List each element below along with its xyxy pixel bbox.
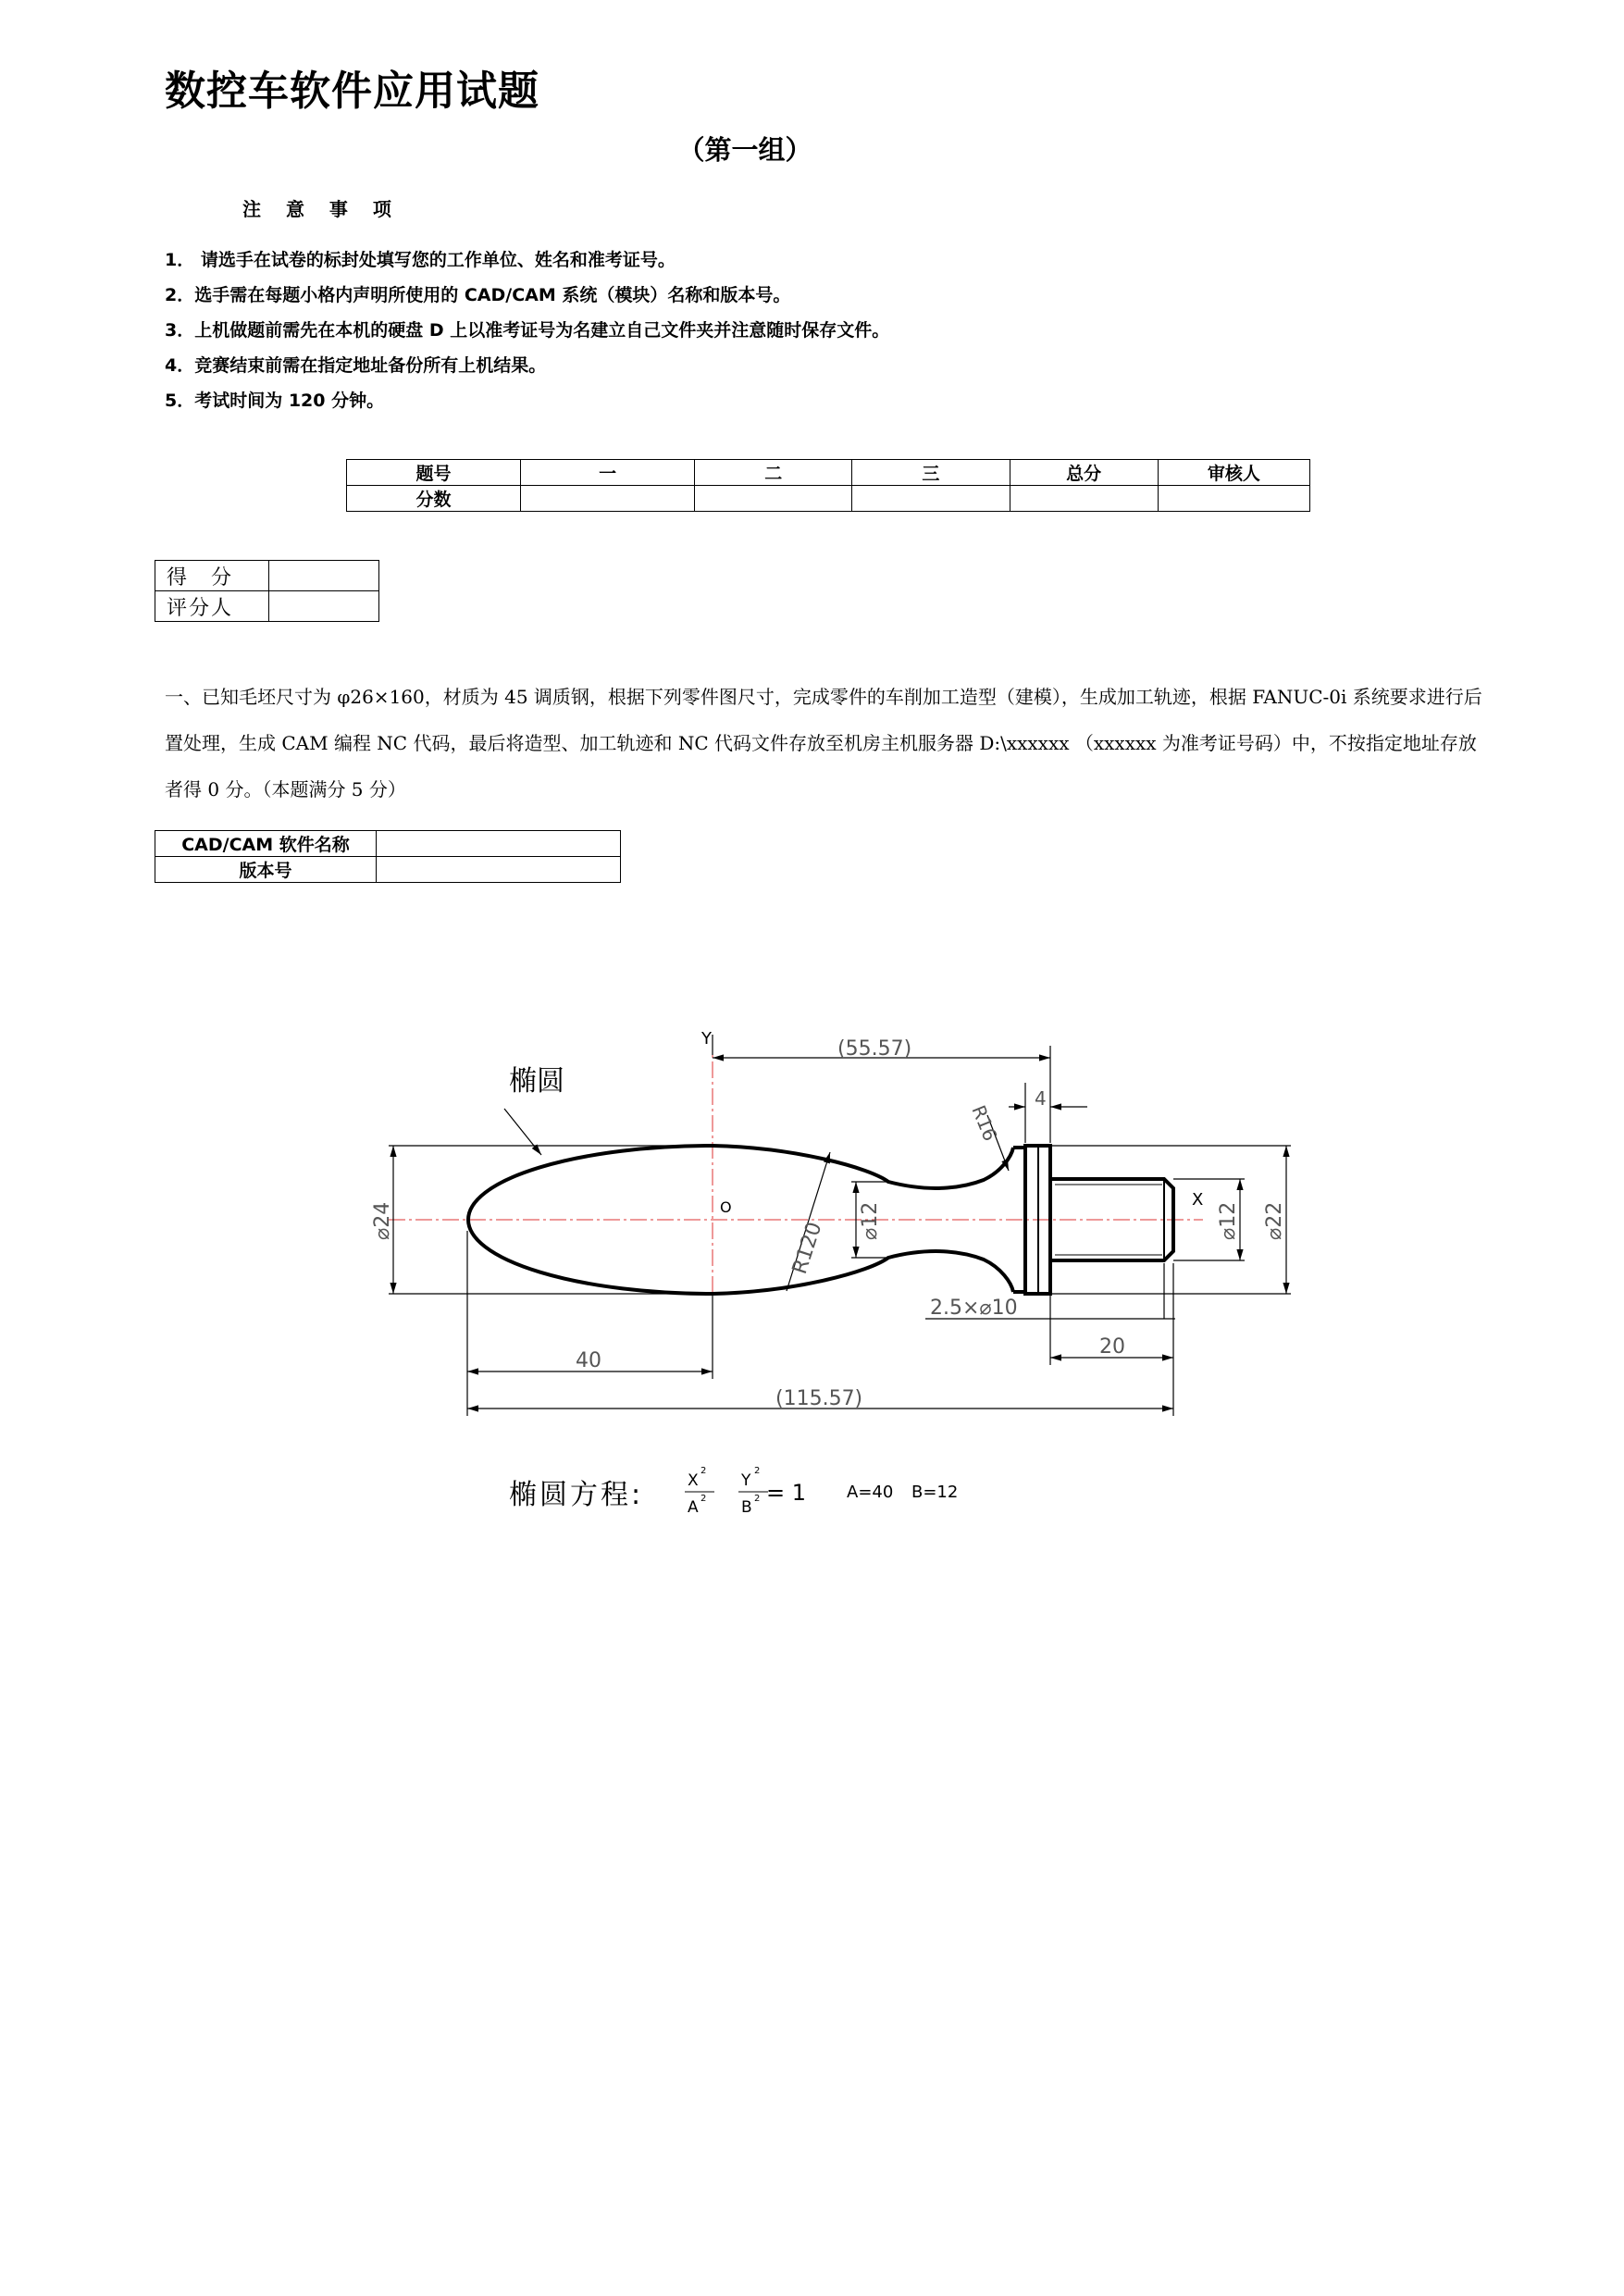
notice-heading: 注 意 事 项 bbox=[242, 198, 391, 220]
page-title: 数控车软件应用试题 bbox=[165, 68, 539, 115]
notice-item: 4．竞赛结束前需在指定地址备份所有上机结果。 bbox=[165, 355, 547, 376]
dim-phi12-neck: ⌀12 bbox=[859, 1201, 882, 1240]
origin-label: O bbox=[720, 1198, 732, 1216]
notice-item: 5．考试时间为 120 分钟。 bbox=[165, 391, 385, 411]
eq-x-num: X bbox=[688, 1471, 699, 1490]
dim-phi22: ⌀22 bbox=[1263, 1201, 1286, 1240]
score-header-reviewer: 审核人 bbox=[1158, 460, 1309, 486]
eq-exp: 2 bbox=[754, 1466, 761, 1476]
eq-b-value: B=12 bbox=[911, 1483, 959, 1502]
dim-r16: R16 bbox=[967, 1101, 1002, 1145]
dim-55-57: (55.57) bbox=[837, 1037, 912, 1061]
grade-score-label: 得 分 bbox=[155, 561, 269, 591]
score-row-label: 分数 bbox=[347, 486, 521, 512]
ellipse-label: 椭圆 bbox=[509, 1065, 564, 1098]
eq-equals: = 1 bbox=[766, 1480, 807, 1506]
dim-chamfer: 2.5×⌀10 bbox=[930, 1297, 1018, 1320]
dim-phi24: ⌀24 bbox=[371, 1201, 394, 1240]
eq-a-den: A bbox=[688, 1498, 699, 1517]
score-header-no: 题号 bbox=[347, 460, 521, 486]
question-text: 一、已知毛坯尺寸为 φ26×160，材质为 45 调质钢，根据下列零件图尺寸，完成零件的车削加工造型（建模），生成加工轨迹，根据 FANUC-0i 系统要求进行后置处理，生成 CAM 编程 NC 代码，最后将造型、加工轨迹和 NC 代码文件存放至机房主机服务器 D:\xxxxxx （xxxxxx 为准考证号码）中，不按指定地址存放者得 0 分。（本题满分 5 分） bbox=[165, 686, 1482, 800]
notice-item: 3．上机做题前需先在本机的硬盘 D 上以准考证号为名建立自己文件夹并注意随时保存文件。 bbox=[165, 320, 890, 341]
notice-item: 2．选手需在每题小格内声明所使用的 CAD/CAM 系统（模块）名称和版本号。 bbox=[165, 285, 791, 305]
software-version-label: 版本号 bbox=[155, 857, 377, 883]
score-header-2: 二 bbox=[695, 460, 852, 486]
software-name-label: CAD/CAM 软件名称 bbox=[155, 831, 377, 857]
eq-exp: 2 bbox=[700, 1466, 707, 1476]
dim-40: 40 bbox=[576, 1349, 601, 1372]
grade-grader-label: 评分人 bbox=[155, 591, 269, 622]
score-header-3: 三 bbox=[852, 460, 1010, 486]
eq-a-value: A=40 bbox=[847, 1483, 894, 1502]
dim-115-57: (115.57) bbox=[775, 1387, 863, 1410]
dim-phi12-thread: ⌀12 bbox=[1217, 1201, 1240, 1240]
equation-label: 椭圆方程: bbox=[509, 1479, 644, 1511]
axis-x-label: X bbox=[1192, 1190, 1204, 1210]
dim-20: 20 bbox=[1099, 1335, 1125, 1359]
dim-4: 4 bbox=[1035, 1087, 1047, 1110]
score-header-1: 一 bbox=[521, 460, 695, 486]
eq-y-num: Y bbox=[741, 1471, 751, 1490]
eq-exp: 2 bbox=[700, 1494, 707, 1504]
notice-item: 1． 请选手在试卷的标封处填写您的工作单位、姓名和准考证号。 bbox=[165, 250, 676, 270]
eq-b-den: B bbox=[741, 1498, 752, 1517]
axis-y-label: Y bbox=[701, 1029, 712, 1049]
eq-exp: 2 bbox=[754, 1494, 761, 1504]
page-subtitle: （第一组） bbox=[677, 134, 812, 166]
score-header-total: 总分 bbox=[1010, 460, 1158, 486]
dim-r120: R120 bbox=[787, 1219, 827, 1277]
